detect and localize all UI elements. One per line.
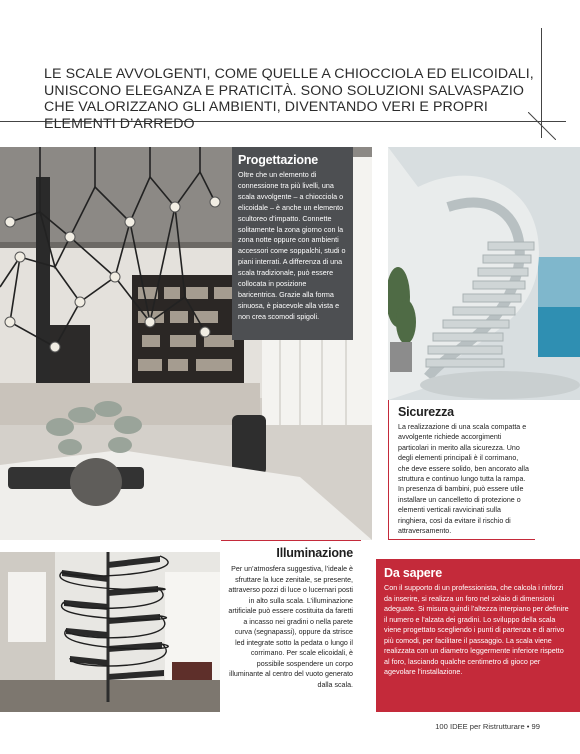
helical-stairs-photo [388, 147, 580, 400]
illuminazione-box [221, 540, 361, 712]
da-sapere-title: Da sapere [384, 566, 442, 580]
da-sapere-body: Con il supporto di un professionista, che calcola i rinforzi da inserire, si realizza un foro nel solaio di dimensioni adeguate. Si misura quindi l’altezza interpiano per definire il numero e l’alzata dei gradini. Lo sviluppo della scala viene progettato scegliendo i punti di partenza e di arrivo più comodi, per facilitare il passaggio. La scala viene realizzata con un diametro leggermente inferiore rispetto al foro, lasciando qualche centimetro di gioco per agevolare l’installazione. [384, 583, 569, 677]
sicurezza-body: La realizzazione di una scala compatta e avvolgente richiede accorgimenti particolari in merito alla sicurezza. Uno degli elementi principali è il corrimano, che deve essere solido, ben ancorato alla struttura e continuo lungo tutta la rampa. In presenza di bambini, può essere utile installare un cancelletto di protezione o elementi verticali ravvicinati sulla ringhiera, così da evitare il rischio di attraversamento. [398, 423, 529, 536]
illuminazione-title: Illuminazione [276, 546, 353, 560]
progettazione-box [232, 147, 353, 340]
progettazione-body: Oltre che un elemento di connessione tra più livelli, una scala avvolgente – a chiocciola o elicoidale – è anche un elemento scultoreo d’impatto. Connette solitamente la zona giorno con la zona notte oppure con ambienti accessori come soppalchi, studi o piani interrati. A differenza di una scala tradizionale, può essere collocata in posizione baricentrica. Grazie alla forma sinuosa, è piacevole alla vista e non crea scomodi spigoli. [238, 170, 346, 321]
sicurezza-box [388, 400, 535, 540]
illuminazione-body: Per un’atmosfera suggestiva, l’ideale è sfruttare la luce zenitale, se presente, attraverso pozzi di luce o lucernari posti in alto sulla scala. L’illuminazione artificiale può essere costituita da faretti a incasso nei gradini o nella parete curva (segnapassi), oppure da strisce led integrate sotto la pedata o lungo il corrimano. Per scale elicoidali, è possibile sospendere un corpo illuminante al centro del vuoto generato dalla scala. [228, 565, 353, 690]
page-headline: LE SCALE AVVOLGENTI, COME QUELLE A CHIOCCIOLA ED ELICOIDALI, UNISCONO ELEGANZA E PRATICITÀ. SONO SOLUZIONI SALVASPAZIO CHE VALORIZZANO GLI AMBIENTI, DIVENTANDO VERI E PROPRI ELEMENTI D’ARREDO [44, 66, 534, 132]
spiral-staircase-photo [0, 552, 220, 712]
da-sapere-box [376, 559, 580, 712]
sicurezza-title: Sicurezza [398, 405, 454, 419]
progettazione-title: Progettazione [238, 153, 319, 167]
page-folio: 100 IDEE per Ristrutturare • 99 [435, 722, 540, 731]
